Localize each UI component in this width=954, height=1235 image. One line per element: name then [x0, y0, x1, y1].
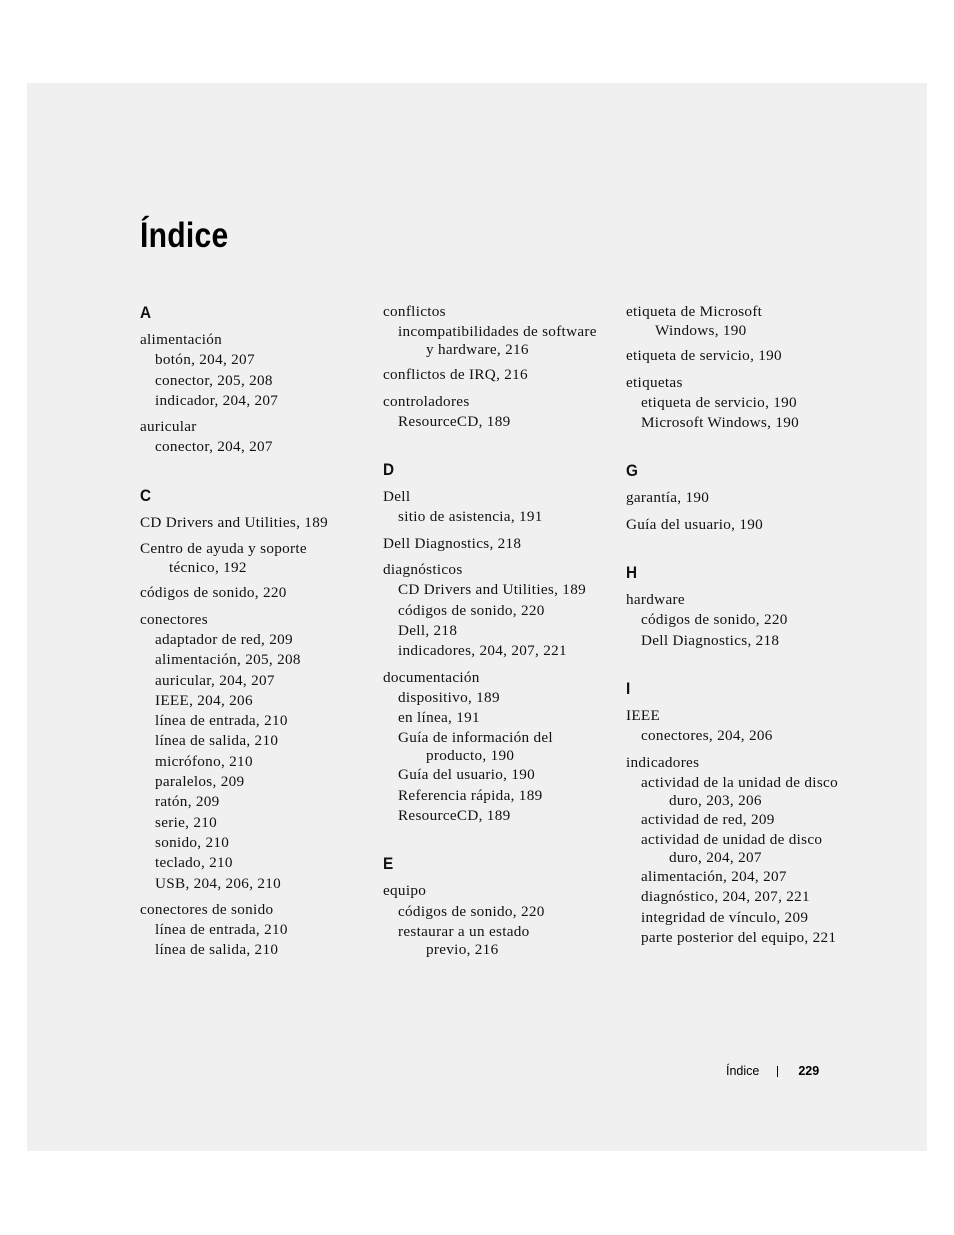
- entry-subterm-continuation: y hardware, 216: [426, 341, 529, 359]
- entry-term: alimentación: [140, 331, 223, 348]
- index-entry: [140, 583, 370, 603]
- index-entry: [383, 302, 613, 359]
- entry-subterm: alimentación, 204, 207: [641, 868, 787, 886]
- section-letter-a: A: [140, 303, 152, 322]
- entry-subterm: conector, 204, 207: [155, 438, 273, 456]
- section-letter-g: G: [626, 461, 638, 481]
- entry-subterm: alimentación, 205, 208: [155, 651, 301, 669]
- entry-subterm: USB, 204, 206, 210: [155, 874, 282, 892]
- entry-term-continuation: Windows, 190: [655, 322, 747, 340]
- index-entry: [626, 488, 856, 508]
- entry-subterm: línea de entrada, 210: [155, 712, 288, 730]
- index-column-1: [140, 302, 370, 961]
- index-entry: [383, 487, 613, 528]
- entry-term: conflictos: [383, 303, 446, 320]
- entry-subterm: Microsoft Windows, 190: [641, 414, 799, 432]
- index-column-3: [626, 302, 856, 948]
- entry-term: indicadores: [626, 753, 700, 771]
- entry-term: Dell: [383, 488, 411, 506]
- entry-term: conflictos de IRQ, 216: [383, 366, 528, 384]
- entry-subterm: Referencia rápida, 189: [398, 786, 543, 804]
- index-entry: [140, 417, 370, 458]
- index-entry: [140, 900, 370, 961]
- entry-subterm-continuation: duro, 204, 207: [669, 849, 762, 867]
- entry-term: CD Drivers and Utilities, 189: [140, 513, 328, 531]
- section-letter-i: I: [626, 678, 631, 698]
- entry-term: conectores: [140, 610, 208, 628]
- entry-subterm: diagnóstico, 204, 207, 221: [641, 888, 810, 906]
- entry-subterm: actividad de red, 209: [641, 810, 775, 828]
- entry-subterm: integridad de vínculo, 209: [641, 908, 809, 926]
- entry-subterm: ResourceCD, 189: [398, 412, 511, 430]
- entry-subterm: sonido, 210: [155, 833, 230, 851]
- entry-subterm: auricular, 204, 207: [155, 671, 275, 689]
- entry-term: conectores de sonido: [140, 900, 274, 918]
- entry-term: diagnósticos: [383, 561, 463, 579]
- page-title: Índice: [140, 216, 229, 255]
- section-letter-c: C: [140, 485, 152, 505]
- index-entry: [626, 302, 856, 340]
- entry-term: controladores: [383, 392, 470, 410]
- index-entry: [626, 373, 856, 434]
- entry-subterm: códigos de sonido, 220: [641, 611, 788, 629]
- index-entry: [626, 706, 856, 747]
- index-entry: [383, 881, 613, 959]
- page-footer: [726, 1061, 819, 1081]
- entry-term: auricular: [140, 418, 197, 436]
- index-entry: [383, 365, 613, 385]
- entry-term: hardware: [626, 591, 685, 609]
- entry-subterm: paralelos, 209: [155, 773, 245, 791]
- entry-subterm: Dell Diagnostics, 218: [641, 631, 780, 649]
- entry-subterm: en línea, 191: [398, 709, 480, 727]
- entry-subterm: restaurar a un estado: [398, 922, 530, 940]
- entry-subterm: línea de salida, 210: [155, 941, 279, 959]
- entry-subterm: actividad de la unidad de disco: [641, 773, 838, 791]
- index-entry: [140, 539, 370, 577]
- entry-subterm: micrófono, 210: [155, 752, 253, 770]
- entry-term: documentación: [383, 668, 480, 686]
- entry-term: Centro de ayuda y soporte: [140, 540, 307, 558]
- index-entry: [626, 753, 856, 949]
- entry-subterm-continuation: previo, 216: [426, 940, 499, 958]
- entry-subterm: CD Drivers and Utilities, 189: [398, 581, 586, 599]
- entry-term: etiqueta de Microsoft: [626, 303, 763, 320]
- entry-term: etiqueta de servicio, 190: [626, 347, 782, 365]
- index-column-2: [383, 302, 613, 959]
- entry-subterm-continuation: producto, 190: [426, 747, 515, 765]
- entry-subterm: indicador, 204, 207: [155, 391, 279, 409]
- index-entry: [383, 392, 613, 433]
- entry-subterm: parte posterior del equipo, 221: [641, 929, 837, 947]
- entry-subterm: botón, 204, 207: [155, 351, 255, 369]
- entry-subterm: conectores, 204, 206: [641, 727, 773, 745]
- index-entry: [383, 534, 613, 554]
- entry-subterm: códigos de sonido, 220: [398, 601, 545, 619]
- index-entry: [383, 560, 613, 661]
- index-entry: [140, 610, 370, 894]
- index-entry: [383, 668, 613, 827]
- entry-subterm: línea de salida, 210: [155, 732, 279, 750]
- entry-subterm: ratón, 209: [155, 793, 220, 811]
- entry-subterm-continuation: duro, 203, 206: [669, 791, 762, 809]
- entry-subterm: códigos de sonido, 220: [398, 902, 545, 920]
- entry-term: Guía del usuario, 190: [626, 515, 764, 533]
- entry-subterm: IEEE, 204, 206: [155, 691, 253, 709]
- entry-subterm: actividad de unidad de disco: [641, 831, 823, 849]
- entry-subterm: Dell, 218: [398, 621, 458, 639]
- entry-subterm: serie, 210: [155, 813, 218, 831]
- entry-subterm: ResourceCD, 189: [398, 807, 511, 825]
- section-letter-e: E: [383, 854, 394, 874]
- section-letter-d: D: [383, 460, 395, 480]
- entry-subterm: Guía de información del: [398, 729, 553, 747]
- entry-term: etiquetas: [626, 373, 683, 391]
- entry-subterm: indicadores, 204, 207, 221: [398, 642, 567, 660]
- entry-subterm: adaptador de red, 209: [155, 630, 293, 648]
- entry-subterm: teclado, 210: [155, 854, 233, 872]
- index-entry: [140, 330, 370, 411]
- entry-term: equipo: [383, 882, 427, 900]
- index-entry: [140, 513, 370, 533]
- entry-subterm: etiqueta de servicio, 190: [641, 393, 797, 411]
- footer-label: Índice: [726, 1064, 760, 1078]
- index-entry: [626, 346, 856, 366]
- index-entry: [626, 590, 856, 651]
- entry-subterm: incompatibilidades de software: [398, 323, 597, 341]
- section-letter-h: H: [626, 563, 638, 583]
- entry-subterm: sitio de asistencia, 191: [398, 508, 543, 526]
- entry-subterm: Guía del usuario, 190: [398, 766, 536, 784]
- entry-subterm: dispositivo, 189: [398, 688, 500, 706]
- entry-term-continuation: técnico, 192: [169, 559, 247, 577]
- entry-subterm: conector, 205, 208: [155, 371, 273, 389]
- entry-term: Dell Diagnostics, 218: [383, 534, 522, 552]
- index-entry: [626, 515, 856, 535]
- entry-term: garantía, 190: [626, 489, 710, 507]
- page-number: 229: [798, 1064, 820, 1078]
- entry-subterm: línea de entrada, 210: [155, 921, 288, 939]
- footer-divider: [777, 1066, 778, 1077]
- entry-term: códigos de sonido, 220: [140, 584, 287, 602]
- entry-term: IEEE: [626, 706, 661, 724]
